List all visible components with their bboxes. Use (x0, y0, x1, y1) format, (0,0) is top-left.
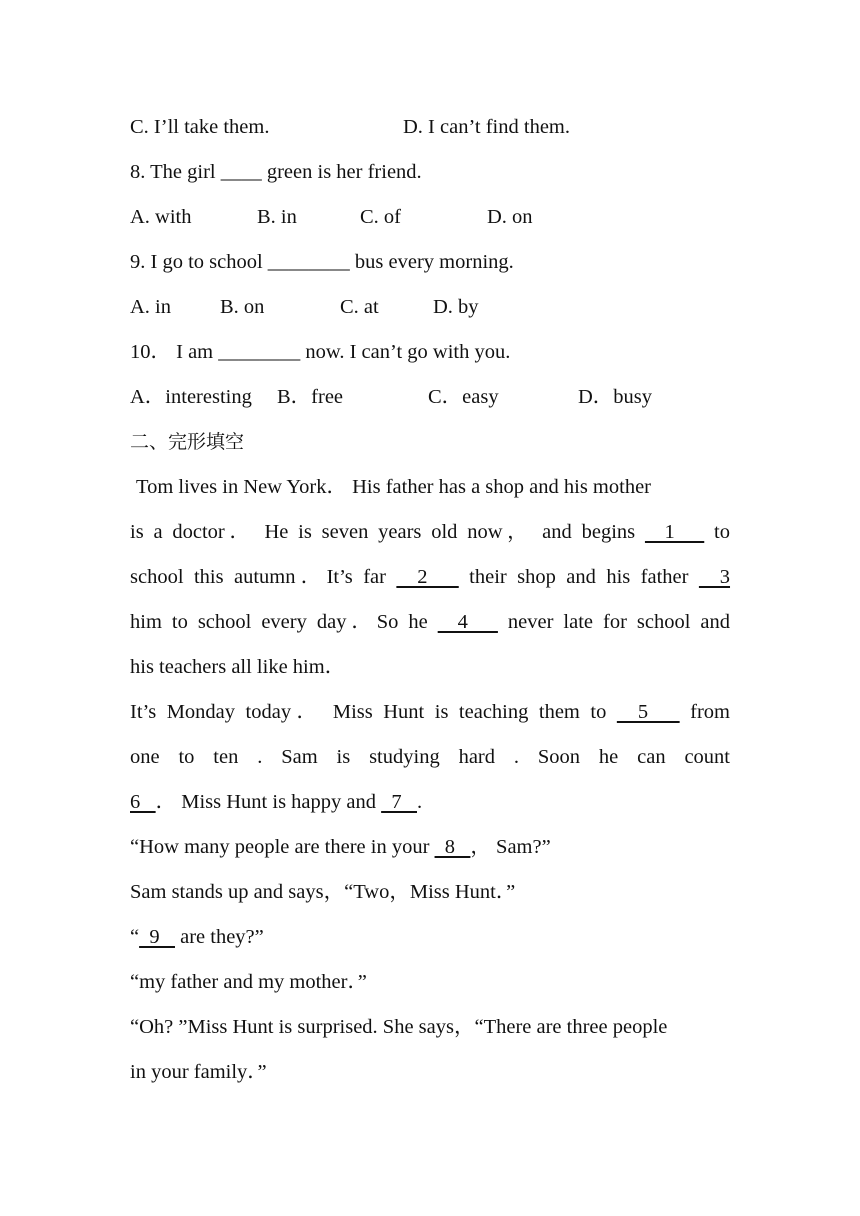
passage-line-13: “Oh? ”Miss Hunt is surprised. She says，“There are three people (130, 1016, 668, 1038)
q8-option-c: C. of (360, 206, 401, 228)
blank-2: 2 (396, 566, 459, 588)
blank-4: 4 (437, 611, 498, 633)
q9-option-c: C. at (340, 296, 379, 318)
q8-option-a: A. with (130, 206, 192, 228)
q10-stem: 10． I am ________ now. I can’t go with you. (130, 341, 511, 363)
q10-option-d: D．busy (578, 386, 653, 408)
passage-line-10: Sam stands up and says，“Two，Miss Hunt．” (130, 881, 516, 903)
passage-line-4: him to school every day．So he 4 never late for school and (130, 611, 731, 633)
blank-1: 1 (644, 521, 705, 543)
blank-5: 5 (616, 701, 680, 723)
blank-3: 3 (698, 566, 731, 588)
passage-line-9: “How many people are there in your 8 ， Sam?” (130, 836, 551, 858)
passage-line-7: one to ten . Sam is studying hard . Soon he can count (130, 746, 730, 768)
blank-9: 9 (139, 926, 175, 948)
blank-6: 6 (130, 791, 156, 813)
q9-option-b: B. on (220, 296, 265, 318)
passage-line-12: “my father and my mother．” (130, 971, 367, 993)
q7-options-row (130, 113, 730, 141)
q9-option-d: D. by (433, 296, 479, 318)
passage-line-2: is a doctor． He is seven years old now， and begins 1 to (130, 521, 731, 543)
q8-option-d: D. on (487, 206, 533, 228)
passage-line-6: It’s Monday today． Miss Hunt is teaching them to 5 from (130, 701, 730, 723)
passage-line-11: “ 9 are they?” (130, 926, 264, 948)
passage-line-14: in your family．” (130, 1061, 267, 1083)
blank-8: 8 (434, 836, 471, 858)
passage-line-3: school this autumn．It’s far 2 their shop and his father 3 (130, 566, 731, 588)
q9-stem: 9. I go to school ________ bus every morning. (130, 251, 514, 273)
blank-7: 7 (381, 791, 417, 813)
passage-line-5: his teachers all like him． (130, 656, 346, 678)
passage-line-8: 6 ． Miss Hunt is happy and 7 . (130, 791, 423, 813)
passage-line-1: Tom lives in New York． His father has a shop and his mother (136, 476, 651, 498)
q10-option-c: C．easy (428, 386, 499, 408)
section-heading: 二、完形填空 (130, 431, 245, 453)
q7-option-c: C. I’ll take them. (130, 116, 270, 138)
q9-option-a: A. in (130, 296, 171, 318)
q10-option-b: B．free (277, 386, 344, 408)
q8-option-b: B. in (257, 206, 297, 228)
q8-stem: 8. The girl ____ green is her friend. (130, 161, 422, 183)
q10-option-a: A．interesting (130, 386, 252, 408)
q7-option-d: D. I can’t find them. (403, 116, 570, 138)
